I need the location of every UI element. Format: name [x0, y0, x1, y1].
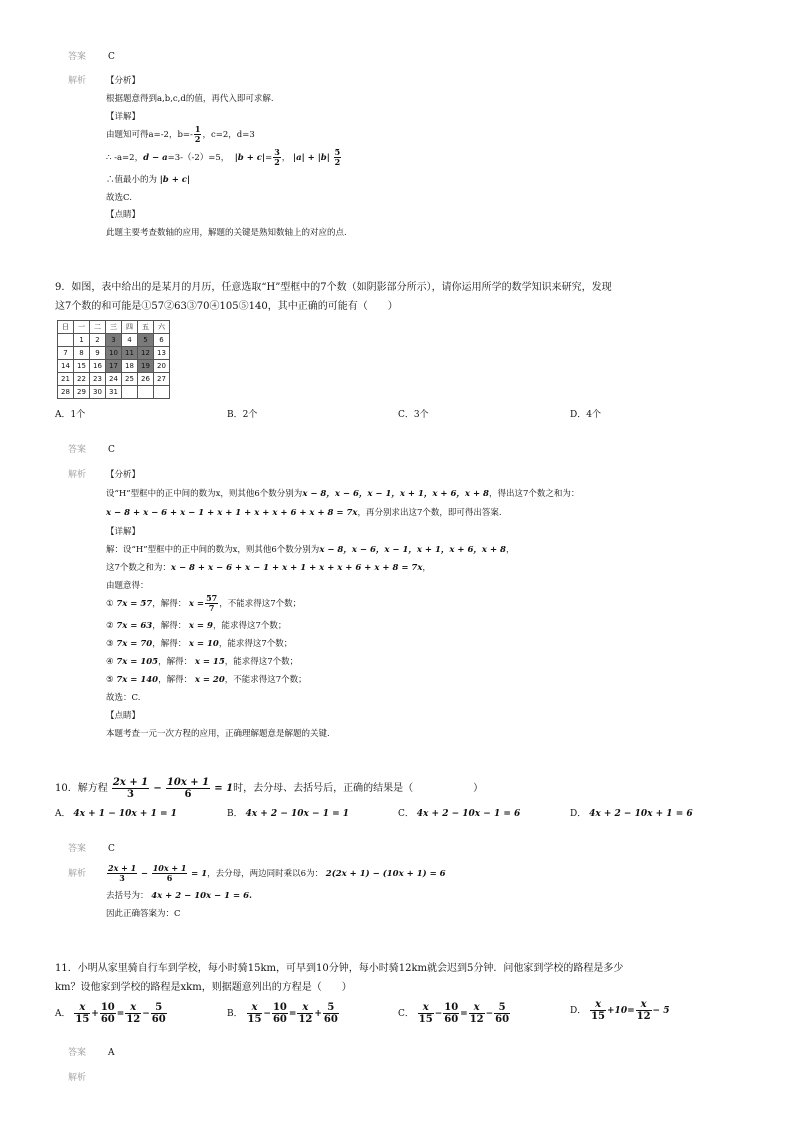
- solution-line: 故选：C.: [106, 693, 141, 703]
- calendar-cell: [154, 386, 170, 399]
- option-c[interactable]: C． 4x + 2 − 10x − 1 = 6: [398, 809, 521, 819]
- calendar-cell: 25: [122, 373, 138, 386]
- calendar-header-cell: 三: [106, 321, 122, 334]
- solution-line: ④ 7x = 105，解得： x = 15，能求得这7个数；: [106, 657, 299, 667]
- calendar-row: [58, 334, 170, 347]
- calendar-cell: 16: [90, 360, 106, 373]
- section-heading: 【详解】: [106, 527, 141, 537]
- calendar-cell: 18: [122, 360, 138, 373]
- calendar-header-cell: 六: [154, 321, 170, 334]
- fraction: $\frac{5}{60}$: [495, 1002, 510, 1025]
- calendar-cell: 28: [58, 386, 74, 399]
- solution-line: 由题意得：: [106, 581, 149, 591]
- section-heading: 【详解】: [106, 112, 141, 122]
- fraction: $\frac{x}{15}$: [418, 1002, 433, 1025]
- question-stem: 9．如图，表中给出的是某月的月历，任意选取“H”型框中的7个数（如阴影部分所示），请你运用所学的数学知识来研究，发现: [55, 282, 612, 293]
- fraction: $\frac{x}{12}$: [636, 999, 651, 1022]
- analysis-label: 解析: [68, 470, 87, 480]
- question-stem: 11．小明从家里骑自行车到学校，每小时骑15km，可早到10分钟，每小时骑12km就会迟到5分钟．问他家到学校的路程是多少: [55, 963, 624, 974]
- analysis-text: 设“H”型框中的正中间的数为x，则其他6个数分别为x − 8，x − 6，x − 1，x + 1，x + 6，x + 8，得出这7个数之和为：: [106, 489, 580, 499]
- fraction: $\frac{x}{12}$: [469, 1002, 484, 1025]
- calendar-cell: 9: [90, 347, 106, 360]
- fraction: $\frac{10}{60}$: [100, 1002, 115, 1025]
- calendar-cell: 15: [74, 360, 90, 373]
- calendar-cell-shaded: 17: [106, 360, 122, 373]
- calendar-cell: 6: [154, 334, 170, 347]
- calendar-cell: 30: [90, 386, 106, 399]
- fraction: $\frac{x}{15}$: [75, 1002, 90, 1025]
- calendar-cell: 31: [106, 386, 122, 399]
- fraction: $\frac{2x + 1}{3}$: [112, 777, 149, 800]
- solution-line: $\frac{2x + 1}{3}$ − $\frac{10x + 1}{6}$ = 1，去分母，两边同时乘以6为： 2(2x + 1) − (10x + 1) = 6: [108, 863, 446, 883]
- solution-line: 因此正确答案为：C: [106, 909, 181, 919]
- calendar-cell: [138, 386, 154, 399]
- fraction: $\frac{10x + 1}{6}$: [152, 863, 187, 883]
- fraction: $\frac{5}{60}$: [151, 1002, 166, 1025]
- solution-line: 故选C.: [106, 193, 132, 203]
- calendar-cell: 23: [90, 373, 106, 386]
- fraction: $\frac{10x + 1}{6}$: [166, 777, 210, 800]
- calendar-cell: 2: [90, 334, 106, 347]
- calendar-cell: 14: [58, 360, 74, 373]
- calendar-cell: 21: [58, 373, 74, 386]
- answer-label: 答案: [68, 1048, 87, 1058]
- fraction: $\frac{57}{7}$: [206, 593, 218, 613]
- calendar-header-row: [58, 321, 170, 334]
- solution-line: 解：设“H”型框中的正中间的数为x，则其他6个数分别为x − 8，x − 6，x − 1，x + 1，x + 6，x + 8，: [106, 545, 515, 555]
- answer-value: C: [108, 445, 115, 455]
- fraction: $\frac{x}{12}$: [126, 1002, 141, 1025]
- option-b[interactable]: B． $\frac{x}{15}$ − $\frac{10}{60}$ = $\frac{x}{12}$ + $\frac{5}{60}$: [227, 1002, 338, 1025]
- option-b[interactable]: B． 4x + 2 − 10x − 1 = 1: [227, 809, 350, 819]
- answer-value: C: [108, 52, 115, 62]
- question-stem: km？设他家到学校的路程是xkm，则据题意列出的方程是（ ）: [55, 982, 352, 993]
- section-heading: 【点睛】: [106, 210, 141, 220]
- calendar-cell: 20: [154, 360, 170, 373]
- solution-line: 这7个数之和为：x − 8 + x − 6 + x − 1 + x + 1 + x + x + 6 + x + 8 = 7x，: [106, 563, 431, 573]
- analysis-text: x − 8 + x − 6 + x − 1 + x + 1 + x + x + 6 + x + 8 = 7x，再分别求出这7个数，即可得出答案.: [106, 508, 502, 518]
- option-d[interactable]: D． $\frac{x}{15}$ +10= $\frac{x}{12}$ − 5: [570, 999, 670, 1022]
- calendar-cell: [58, 334, 74, 347]
- fraction: $\frac{10}{60}$: [272, 1002, 287, 1025]
- analysis-label: 解析: [68, 869, 87, 879]
- calendar-header-cell: 五: [138, 321, 154, 334]
- calendar-table: [57, 320, 170, 399]
- solution-line: ⑤ 7x = 140，解得： x = 20，不能求得这7个数；: [106, 675, 307, 685]
- fraction: $\frac{2x + 1}{3}$: [108, 863, 137, 883]
- solution-line: ∴ -a=2，d − a=3-（-2）=5， |b + c|= $\frac{3}{2}$ ， |a| + |b| $\frac{5}{2}$: [106, 147, 341, 167]
- fraction: $\frac{x}{15}$: [247, 1002, 262, 1025]
- option-c[interactable]: C．3个: [398, 410, 429, 420]
- calendar-cell: 7: [58, 347, 74, 360]
- fraction: $\frac{x}{12}$: [298, 1002, 313, 1025]
- calendar-header-cell: 四: [122, 321, 138, 334]
- comment-text: 本题考查一元一次方程的应用，正确理解题意是解题的关键.: [106, 729, 330, 739]
- analysis-label: 解析: [68, 76, 87, 86]
- question-stem: 这7个数的和可能是①57②63③70④105⑤140，其中正确的可能有（ ）: [55, 301, 398, 312]
- calendar-cell: 29: [74, 386, 90, 399]
- comment-text: 此题主要考查数轴的应用，解题的关键是熟知数轴上的对应的点.: [106, 228, 347, 238]
- option-b[interactable]: B．2个: [227, 410, 258, 420]
- calendar-cell: 13: [154, 347, 170, 360]
- analysis-label: 解析: [68, 1073, 87, 1083]
- answer-value: C: [108, 844, 115, 854]
- calendar-cell: 1: [74, 334, 90, 347]
- fraction: $\frac{x}{15}$: [591, 999, 606, 1022]
- solution-line: ∴值最小的为 |b + c|: [106, 175, 191, 185]
- calendar-cell-shaded: 11: [122, 347, 138, 360]
- calendar-cell: [122, 386, 138, 399]
- calendar-header-cell: 二: [90, 321, 106, 334]
- calendar-cell: 27: [154, 373, 170, 386]
- solution-line: ② 7x = 63，解得： x = 9，能求得这7个数；: [106, 621, 287, 631]
- calendar-cell: 24: [106, 373, 122, 386]
- fraction: $\frac{5}{60}$: [323, 1002, 338, 1025]
- question-stem: 10．解方程 $\frac{2x + 1}{3}$ − $\frac{10x + 1}{6}$ = 1时，去分母、去括号后，正确的结果是（ ）: [55, 777, 484, 800]
- calendar-cell-shaded: 12: [138, 347, 154, 360]
- calendar-cell-shaded: 10: [106, 347, 122, 360]
- option-a[interactable]: A． 4x + 1 − 10x + 1 = 1: [55, 809, 177, 819]
- solution-line: 去括号为： 4x + 2 − 10x − 1 = 6.: [106, 891, 252, 901]
- analysis-text: 根据题意得到a,b,c,d的值，再代入即可求解.: [106, 94, 274, 104]
- solution-line: 由题知可得a=-2，b=- $\frac{1}{2}$ ，c=2，d=3: [106, 124, 255, 144]
- calendar-cell-shaded: 19: [138, 360, 154, 373]
- option-c[interactable]: C． $\frac{x}{15}$ − $\frac{10}{60}$ = $\frac{x}{12}$ − $\frac{5}{60}$: [398, 1002, 510, 1025]
- calendar-row: [58, 373, 170, 386]
- section-heading: 【分析】: [106, 76, 141, 86]
- section-heading: 【点睛】: [106, 711, 141, 721]
- fraction: $\frac{10}{60}$: [444, 1002, 459, 1025]
- calendar-cell: 22: [74, 373, 90, 386]
- calendar-cell-shaded: 3: [106, 334, 122, 347]
- option-d[interactable]: D． 4x + 2 − 10x + 1 = 6: [570, 809, 693, 819]
- answer-label: 答案: [68, 844, 87, 854]
- solution-line: ① 7x = 57，解得： x = $\frac{57}{7}$ ，不能求得这7个数；: [106, 593, 302, 613]
- calendar-row: [58, 347, 170, 360]
- calendar-header-cell: 一: [74, 321, 90, 334]
- calendar-cell: 4: [122, 334, 138, 347]
- calendar-cell: 8: [74, 347, 90, 360]
- calendar-cell: 26: [138, 373, 154, 386]
- solution-line: ③ 7x = 70，解得： x = 10，能求得这7个数；: [106, 639, 293, 649]
- answer-value: A: [108, 1048, 115, 1058]
- option-a[interactable]: A．1个: [55, 410, 86, 420]
- calendar-cell-shaded: 5: [138, 334, 154, 347]
- calendar-row: [58, 386, 170, 399]
- answer-label: 答案: [68, 52, 87, 62]
- calendar-row: [58, 360, 170, 373]
- section-heading: 【分析】: [106, 470, 141, 480]
- fraction: $\frac{3}{2}$: [274, 147, 280, 167]
- fraction: $\frac{5}{2}$: [334, 147, 341, 167]
- calendar-header-cell: 日: [58, 321, 74, 334]
- option-a[interactable]: A． $\frac{x}{15}$ + $\frac{10}{60}$ = $\frac{x}{12}$ − $\frac{5}{60}$: [55, 1002, 166, 1025]
- answer-label: 答案: [68, 445, 87, 455]
- option-d[interactable]: D．4个: [570, 410, 601, 420]
- fraction: $\frac{1}{2}$: [194, 124, 201, 144]
